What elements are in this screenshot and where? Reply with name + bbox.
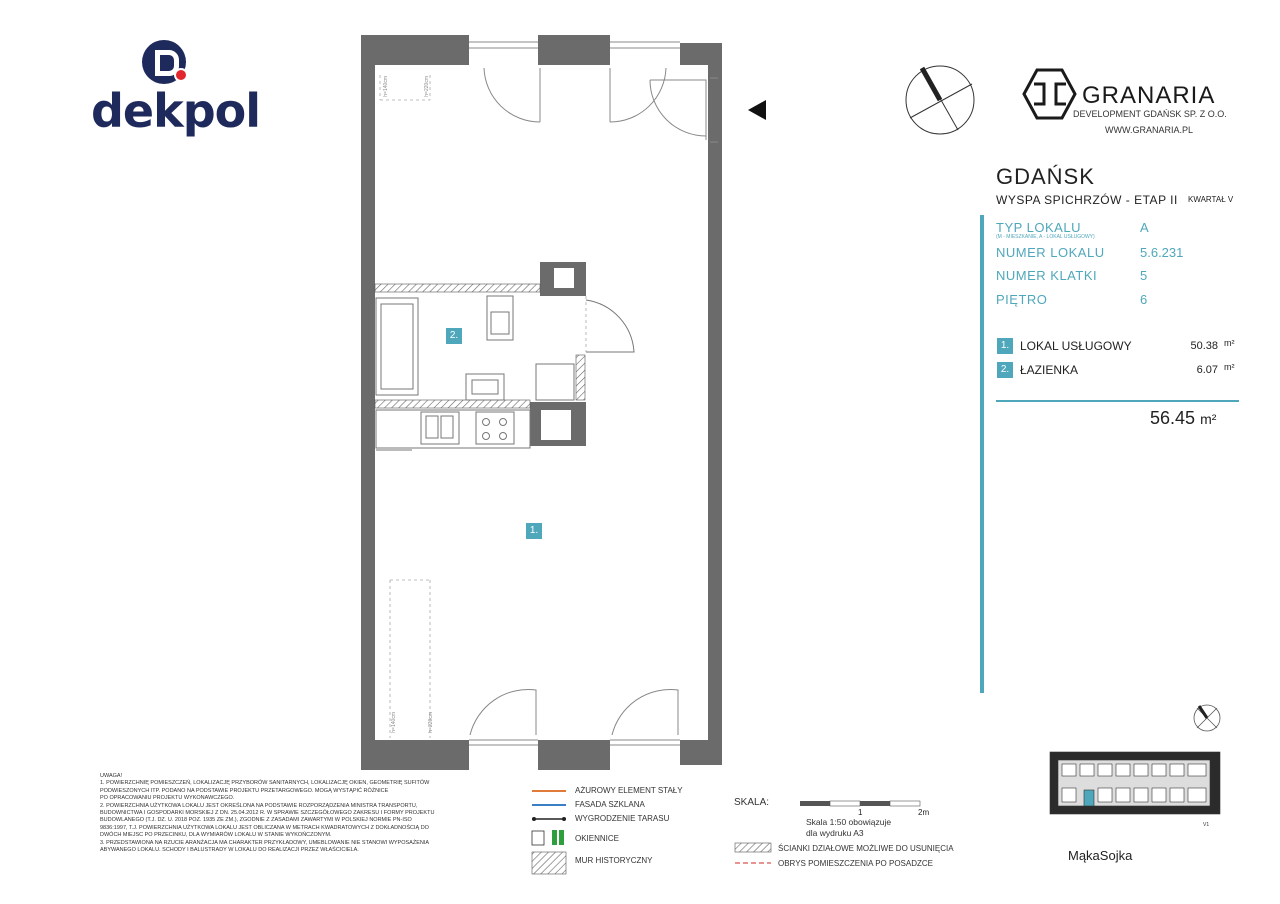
scale-bar xyxy=(800,801,920,806)
partition-side xyxy=(576,355,585,400)
legend-label: AŻUROWY ELEMENT STAŁY xyxy=(575,786,683,795)
room-number-badge: 1. xyxy=(997,338,1013,354)
scale-tick: 2m xyxy=(918,808,930,817)
notes-title: UWAGA! xyxy=(100,773,123,779)
total-divider xyxy=(996,400,1239,402)
scale-label: SKALA: xyxy=(734,797,770,808)
note-line: 9836:1997, T.J. POWIERZCHNIA UŻYTKOWA LOKALU JEST OBLICZANA W METRACH KWADRATOWYCH Z DOKŁADNOŚCIĄ DO xyxy=(100,824,429,831)
notes-block xyxy=(100,773,500,854)
note-line: BUDOWLANEGO (T.J. DZ. U. 2018 POZ. 1935 ZE ZM.), ZGODNIE Z ZASADAMI ZAWARTYMI W POLSKIEJ NORMIE PN-ISO xyxy=(100,817,412,824)
room-name: LOKAL USŁUGOWY xyxy=(1020,339,1132,353)
legend-label: OKIENNICE xyxy=(575,834,620,843)
granaria-name: GRANARIA xyxy=(1082,82,1216,109)
room-area: 50.38 xyxy=(1190,340,1218,352)
granaria-logo-icon xyxy=(1024,70,1075,118)
info-value-type: A xyxy=(1140,220,1149,235)
partition-bottom xyxy=(375,400,530,408)
legend-label: MUR HISTORYCZNY xyxy=(575,856,653,865)
quarter-label: KWARTAŁ V xyxy=(1188,195,1234,204)
scale-tick: 1 xyxy=(858,808,863,817)
total-area: 56.45 m² xyxy=(1150,408,1217,428)
scale-note: Skala 1:50 obowiązuje dla wydruku A3 xyxy=(806,817,892,838)
granaria-url[interactable]: WWW.GRANARIA.PL xyxy=(1105,125,1194,135)
room-number-badge: 2. xyxy=(997,362,1013,378)
plan-room-1-label: 1. xyxy=(526,523,542,539)
note-line: PODWIESZONYCH ITP. PODANO NA PODSTAWIE PROJEKTU PRZETARGOWEGO. MOGĄ WYSTĄPIĆ RÓŻNICE xyxy=(100,787,389,794)
note-line: BUDOWNICTWA I GOSPODARKI MORSKIEJ Z DN. 25.04.2012 R. W SPRAWIE SZCZEGÓŁOWEGO ZAKRESU I FORMY PROJEKTU xyxy=(100,810,435,817)
info-accent-bar xyxy=(980,215,984,693)
height-label: h=220cm xyxy=(424,76,430,97)
info-label-number: NUMER LOKALU xyxy=(996,245,1105,260)
info-value-staircase: 5 xyxy=(1140,268,1148,283)
info-value-number: 5.6.231 xyxy=(1140,245,1184,260)
architect-logo: MąkaSojka xyxy=(1068,848,1133,863)
keyplan-label: V1 xyxy=(1203,822,1210,828)
note-line: 2. POWIERZCHNIA UŻYTKOWA LOKALU JEST OKREŚLONA NA PODSTAWIE ROZPORZĄDZENIA MINISTRA TRANSPORTU, xyxy=(100,802,418,809)
top-windows xyxy=(469,42,718,745)
note-line: 3. PRZEDSTAWIONA NA RZUCIE ARANŻACJA MA CHARAKTER PRZYKŁADOWY, UMEBLOWANIE NIE STANOWI WYPOSAŻENIA xyxy=(100,839,430,846)
city-title: GDAŃSK xyxy=(996,164,1095,189)
district-title: WYSPA SPICHRZÓW - ETAP II xyxy=(996,193,1178,207)
info-value-floor: 6 xyxy=(1140,292,1148,307)
note-line: DWÓCH MIEJSC PO PRZECINKU, DLA WYMIARÓW LOKALU W STANIE WYKOŃCZONYM. xyxy=(100,832,332,839)
height-label: h=140cm xyxy=(391,712,397,733)
plan-room-2-label: 2. xyxy=(446,328,462,344)
dekpol-logo-text: dekpol xyxy=(91,84,261,138)
height-label: h=220cm xyxy=(428,712,434,733)
small-compass-icon xyxy=(1194,705,1220,731)
key-plan xyxy=(1050,752,1220,814)
entrance-arrow-icon xyxy=(748,100,766,120)
legend-label: OBRYS POMIESZCZENIA PO POSADZCE xyxy=(778,859,933,868)
room-name: ŁAZIENKA xyxy=(1020,363,1079,377)
room-area-unit: m² xyxy=(1224,362,1235,372)
compass-icon xyxy=(906,66,974,134)
kitchen-fixtures xyxy=(376,410,530,450)
legend-label: FASADA SZKLANA xyxy=(575,800,645,809)
height-label: h=140cm xyxy=(383,76,389,97)
info-label-type: TYP LOKALU xyxy=(996,220,1081,235)
dekpol-logo-dot xyxy=(174,68,188,82)
info-label-floor: PIĘTRO xyxy=(996,292,1048,307)
note-line: ABYWANEGO LOKALU. SCHODY I BALUSTRADY W LOKALU DO REALIZACJI PRZEZ WŁAŚCICIELA. xyxy=(100,847,359,854)
granaria-subtitle: DEVELOPMENT GDAŃSK SP. Z O.O. xyxy=(1073,109,1227,119)
partition-top xyxy=(375,284,540,292)
legend-label: ŚCIANKI DZIAŁOWE MOŻLIWE DO USUNIĘCIA xyxy=(778,844,954,853)
note-line: 1. POWIERZCHNIĘ POMIESZCZEŃ, LOKALIZACJĘ PRZYBORÓW SANITARNYCH, LOKALIZACJĘ OKIEN, GEOMETRIĘ SUFITÓW xyxy=(100,780,430,787)
room-area-unit: m² xyxy=(1224,338,1235,348)
info-note-type: (M - MIESZKANIE, A - LOKAL USŁUGOWY) xyxy=(996,234,1095,240)
legend-label: WYGRODZENIE TARASU xyxy=(575,814,670,823)
note-line: PO OPRACOWANIU PROJEKTU WYKONAWCZEGO. xyxy=(100,795,235,802)
bathroom-fixtures xyxy=(376,296,634,400)
room-area: 6.07 xyxy=(1196,364,1218,376)
info-label-staircase: NUMER KLATKI xyxy=(996,268,1098,283)
